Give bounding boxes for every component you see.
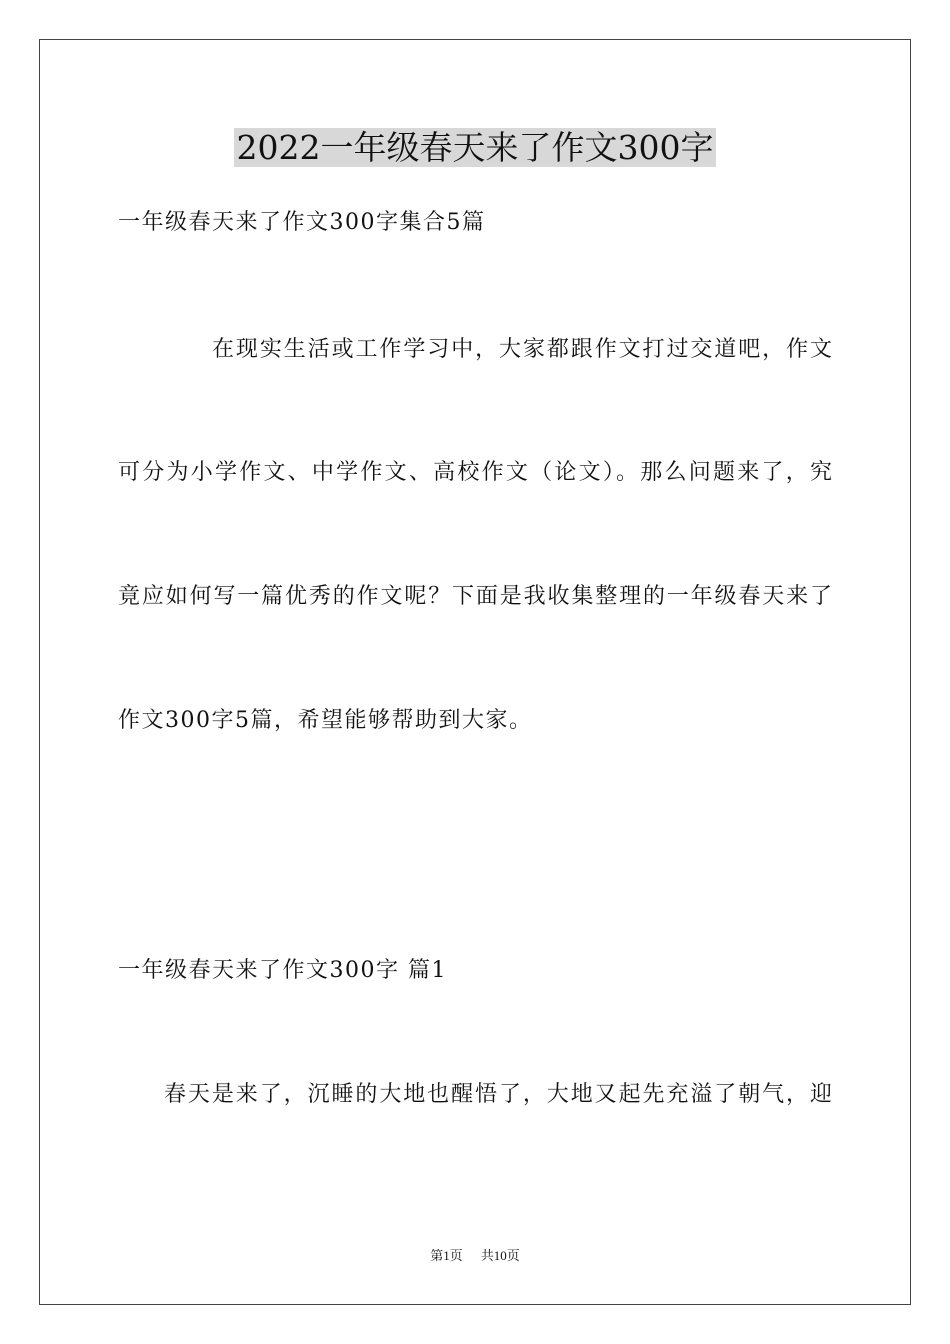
page-footer [0,1247,950,1265]
intro-line: 作文300字5篇，希望能够帮助到大家。 [118,708,533,733]
page-number: 第1页 [430,1248,463,1263]
page-total: 共10页 [480,1248,520,1263]
section-heading: 一年级春天来了作文300字 篇1 [118,958,447,983]
intro-line: 竟应如何写一篇优秀的作文呢？下面是我收集整理的一年级春天来了 [118,584,832,609]
document-subtitle: 一年级春天来了作文300字集合5篇 [118,210,486,235]
intro-line: 可分为小学作文、中学作文、高校作文（论文）。那么问题来了，究 [118,460,832,485]
intro-line: 在现实生活或工作学习中，大家都跟作文打过交道吧，作文 [212,337,832,362]
section-line: 春天是来了，沉睡的大地也醒悟了，大地又起先充溢了朝气，迎 [164,1082,832,1107]
document-title [0,126,950,170]
document-title-text: 2022一年级春天来了作文300字 [234,128,717,167]
